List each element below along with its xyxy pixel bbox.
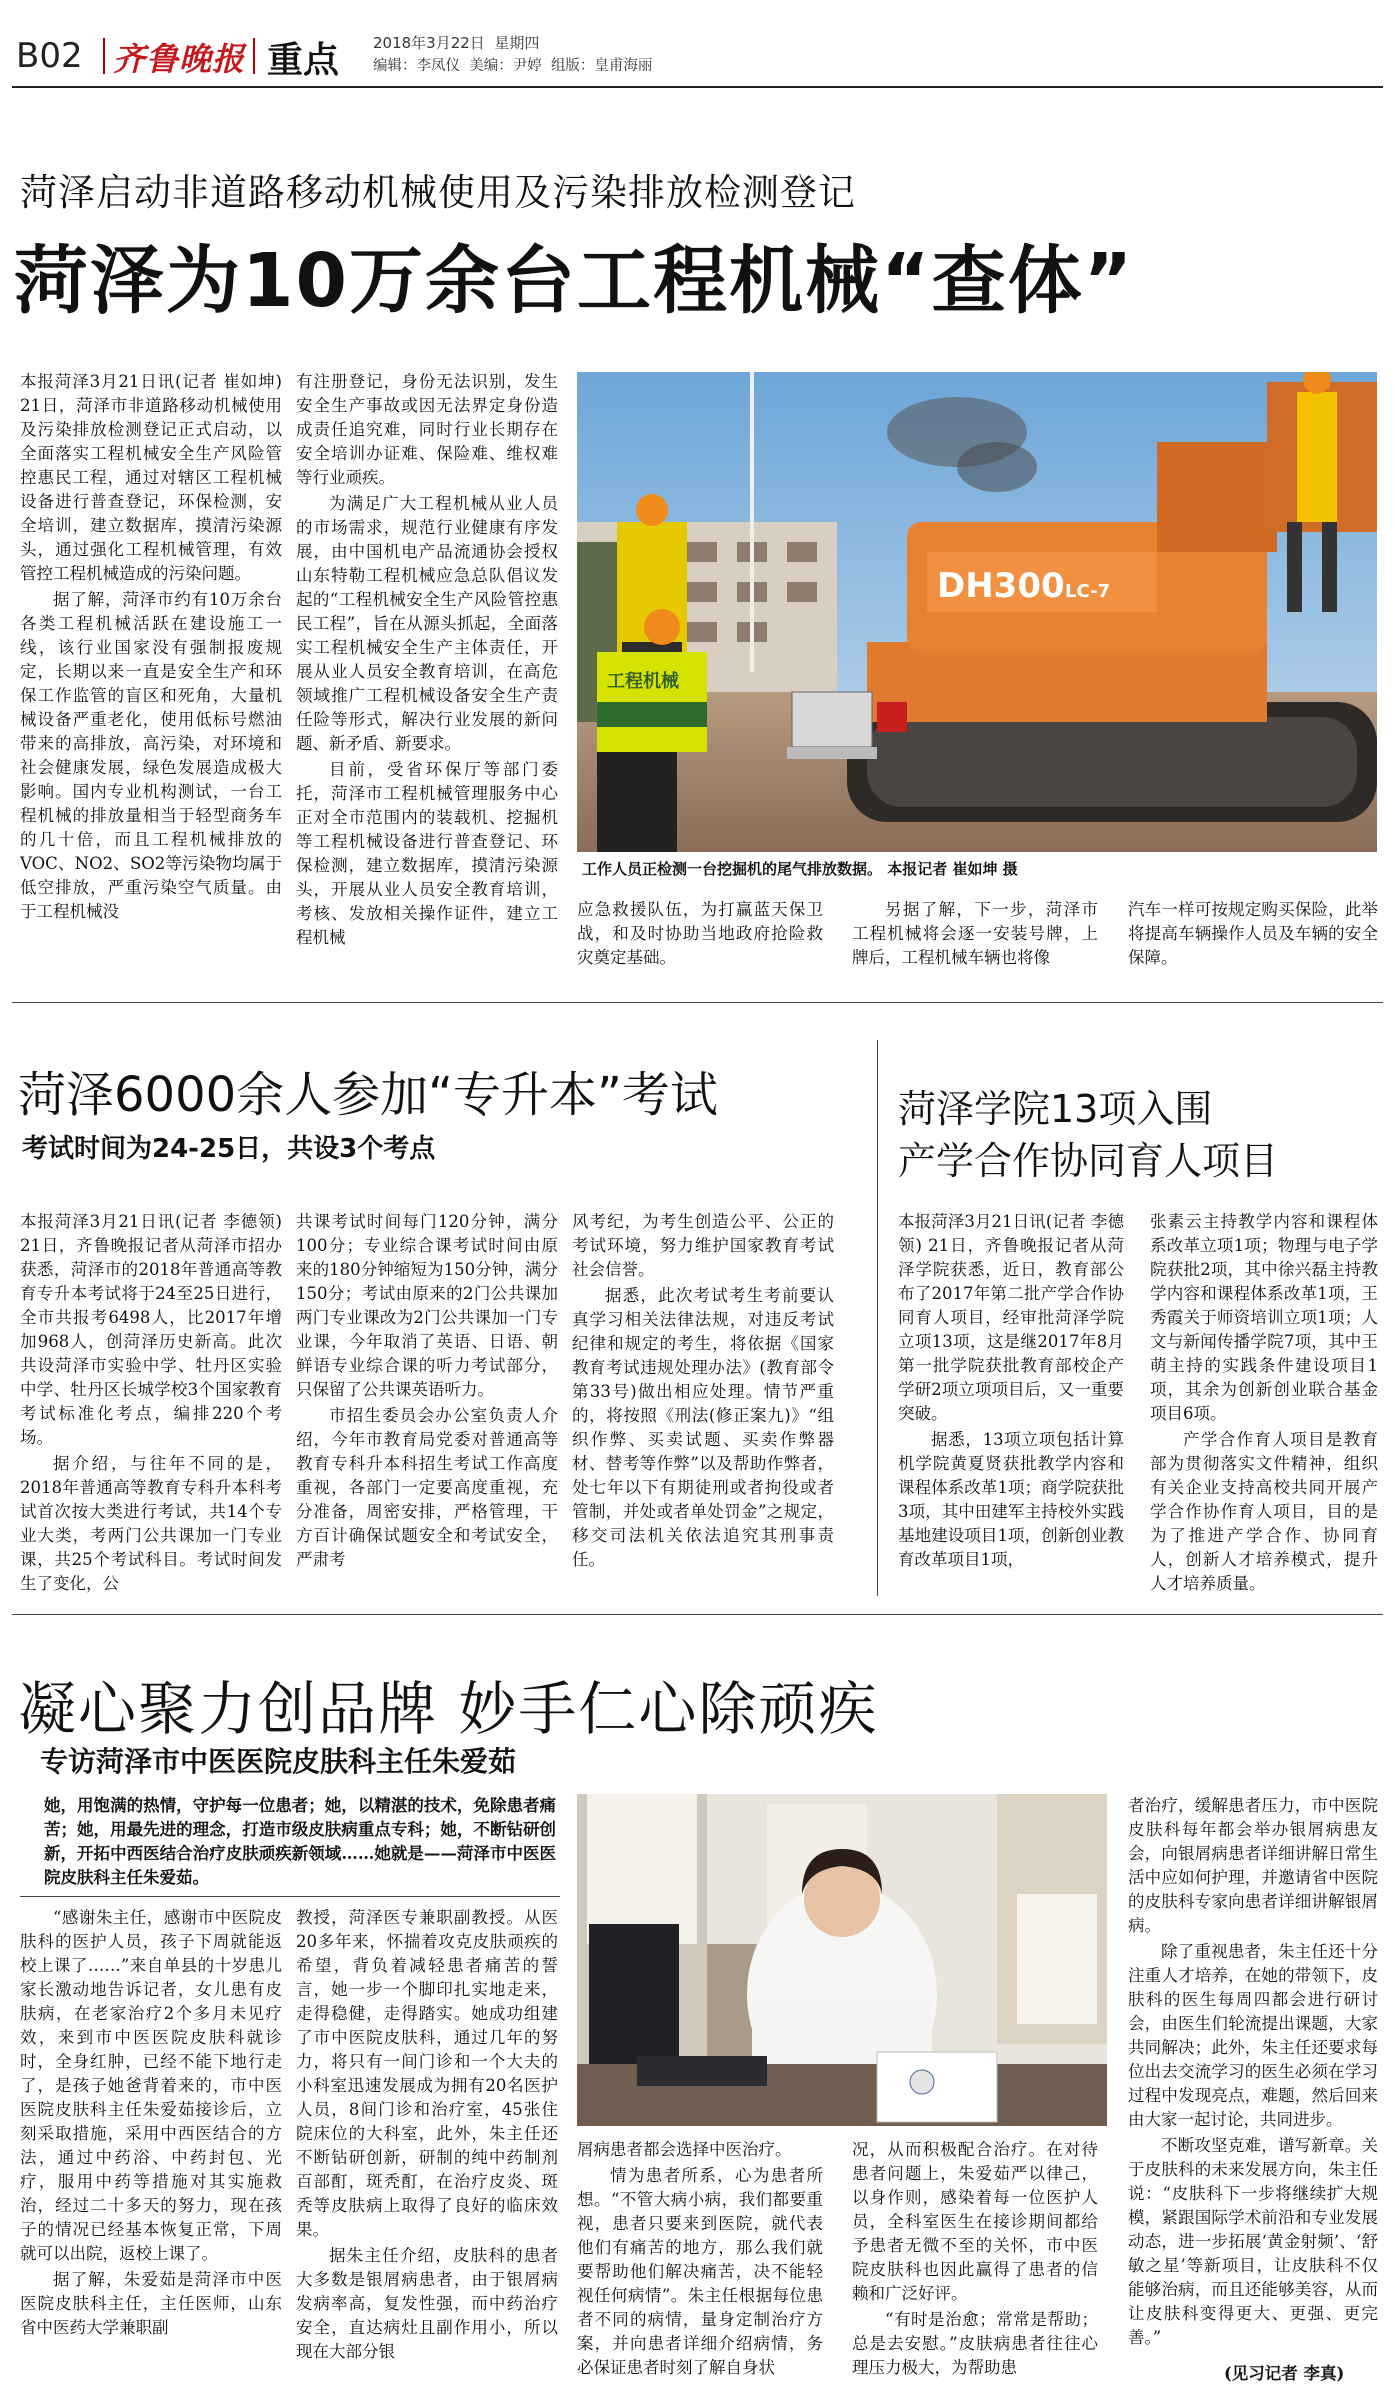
paper-logo: 齐鲁晚报: [113, 40, 246, 78]
story1-column-4-tail: [852, 898, 1098, 982]
page-number: B02: [16, 36, 83, 76]
story1-paragraph: 有注册登记，身份无法识别，发生安全生产事故或因无法界定身份造成责任追究难，同时行业长期存在安全培训办证难、保险难、维权难等行业顽疾。: [296, 372, 558, 487]
story4-headline: 凝心聚力创品牌 妙手仁心除顽疾: [18, 1675, 879, 1743]
story2-paragraph: 风考纪，为考生创造公平、公正的考试环境，努力维护国家教育考试社会信誉。: [572, 1212, 834, 1279]
story4-column-3: [577, 2138, 823, 2384]
story4-paragraph: 者治疗，缓解患者压力，市中医院皮肤科每年都会举办银屑病患友会，向银屑病患者详细讲解日常生活中应如何护理，并邀请省中医院的皮肤科专家向患者详细讲解银屑病。: [1128, 1796, 1378, 1935]
intro-rule: [20, 1896, 560, 1897]
story2-headline: 菏泽6000余人参加“专升本”考试: [18, 1067, 718, 1123]
section-rule: [12, 1002, 1383, 1003]
layout-credit: 组版：皇甫海丽: [550, 58, 653, 74]
section-rule: [12, 1614, 1383, 1615]
story2-paragraph: 据介绍，与往年不同的是，2018年普通高等教育专科升本科考试首次按大类进行考试，共14个专业大类，考两门公共课加一门专业课，共25个考试科目。考试时间发生了变化，公: [20, 1454, 282, 1593]
story4-column-5: [1128, 1794, 1378, 2354]
masthead-divider: [103, 38, 105, 74]
editor-credit: 编辑：李凤仪: [373, 58, 460, 74]
story2-paragraph: 市招生委员会办公室负责人介绍，今年市教育局党委对普通高等教育专科升本科招生考试工作高度重视，各部门一定要高度重视，充分准备，周密安排，严格管理，干方百计确保试题安全和考试安全，严肃考: [296, 1406, 558, 1569]
story3-column-2: [1150, 1210, 1378, 1596]
story2-paragraph: 共课考试时间每门120分钟，满分100分；专业综合课考试时间由原来的180分钟缩短为150分钟，满分150分；考试由原来的2门公共课加两门专业课改为2门公共课加一门专业课，今年取消了英语、日语、朝鲜语专业综合课的听力考试部分，只保留了公共课英语听力。: [296, 1212, 558, 1399]
story2-column-3: [572, 1210, 834, 1596]
doctor-photo-illustration: [577, 1794, 1107, 2126]
story4-paragraph: 据了解，朱爱茹是菏泽市中医医院皮肤科主任，主任医师，山东省中医药大学兼职副: [20, 2270, 282, 2337]
story4-column-2: [296, 1906, 558, 2384]
story1-paragraph: 据了解，菏泽市约有10万余台各类工程机械活跃在建设施工一线，该行业国家没有强制报废规定，长期以来一直是安全生产和环保工作监管的盲区和死角，大量机械设备严重老化，使用低标号燃油带来的高排放，高污染，对环境和社会健康发展，绿色发展造成极大影响。国内专业机构测试，一台工程机械的排放量相当于轻型商务车的几十倍，而且工程机械排放的VOC、NO2、SO2等污染物均属于低空排放，严重污染空气质量。由于工程机械没: [20, 590, 282, 921]
issue-date: [373, 32, 539, 53]
weekday-text: 星期四: [494, 34, 540, 52]
story1-photo: [577, 372, 1377, 852]
story1-paragraph: 目前，受省环保厅等部门委托，菏泽市工程机械管理服务中心正对全市范围内的装载机、挖掘机等工程机械设备进行普查登记、环保检测，建立数据库，摸清污染源头，开展从业人员安全教育培训，考核、发放相关操作证件，建立工程机械: [296, 760, 558, 947]
story2-column-2: [296, 1210, 558, 1596]
masthead-divider-2: [253, 38, 255, 74]
story4-column-1: [20, 1906, 282, 2384]
story1-paragraph: 本报菏泽3月21日讯(记者 崔如坤) 21日，菏泽市非道路移动机械使用及污染排放检测登记正式启动，以全面落实工程机械安全生产风险管控惠民工程，通过对辖区工程机械设备进行普查登记，环保检测，安全培训，建立数据库，摸清污染源头，通过强化工程机械管理，有效管控工程机械造成的污染问题。: [20, 372, 282, 583]
story1-photo-caption: 工作人员正检测一台挖掘机的尾气排放数据。 本报记者 崔如坤 摄: [582, 860, 1018, 878]
story1-column-3-tail: [577, 898, 823, 982]
story1-column-1: [20, 370, 282, 978]
section-name: 重点: [267, 40, 340, 81]
story2-subhead: 考试时间为24-25日，共设3个考点: [22, 1134, 436, 1164]
story4-byline: (见习记者 李真): [1224, 2364, 1345, 2383]
story4-photo: [577, 1794, 1107, 2126]
story3-paragraph: 据悉，13项立项包括计算机学院黄夏贤获批教学内容和课程体系改革1项；商学院获批3项，其中田建军主持校外实践基地建设项目1项，创新创业教育改革项目1项，: [898, 1430, 1124, 1569]
masthead-rule: [12, 86, 1383, 88]
story1-paragraph: 另据了解，下一步，菏泽市工程机械将会逐一安装号牌，上牌后，工程机械车辆也将像: [852, 900, 1098, 967]
story4-paragraph: 除了重视患者，朱主任还十分注重人才培养，在她的带领下，皮肤科的医生每周四都会进行研讨会，由医生们轮流提出课题，大家共同解决；此外，朱主任还要求每位出去交流学习的医生必须在学习过程中发现亮点，难题，然后回来由大家一起讨论，共同进步。: [1128, 1942, 1378, 2129]
story4-paragraph: 教授，菏泽医专兼职副教授。从医20多年来，怀揣着攻克皮肤顽疾的希望，背负着减轻患者痛苦的誓言，她一步一个脚印扎实地走来，走得稳健，走得踏实。她成功组建了市中医院皮肤科，通过几年的努力，将只有一间门诊和一个大夫的小科室迅速发展成为拥有20名医护人员，8间门诊和治疗室，45张住院床位的大科室，此外，朱主任还不断钻研创新，研制的纯中药制剂百部酊，斑秃酊，在治疗皮炎、斑秃等皮肤病上取得了良好的临床效果。: [296, 1908, 558, 2239]
story3-headline-line-1: 菏泽学院13项入围: [898, 1087, 1213, 1131]
story3-headline-line-2: 产学合作协同育人项目: [898, 1139, 1279, 1183]
vest-label: 工程机械: [607, 671, 679, 692]
story2-paragraph: 据悉，此次考试考生考前要认真学习相关法律法规，对违反考试纪律和规定的考生，将依据《国家教育考试违规处理办法》(教育部令第33号)做出相应处理。情节严重的，将按照《刑法(修正案九)》“组织作弊、买卖试题、买卖作弊器材、替考等作弊”以及帮助作弊者，处七年以下有期徒刑或者拘役或者管制，并处或者单处罚金”之规定，移交司法机关依法追究其刑事责任。: [572, 1286, 834, 1569]
story4-intro: [44, 1794, 556, 1892]
date-text: 2018年3月22日: [373, 34, 485, 52]
story4-subhead: 专访菏泽市中医医院皮肤科主任朱爱茹: [40, 1745, 517, 1778]
story4-paragraph: “感谢朱主任，感谢市中医院皮肤科的医护人员，孩子下周就能返校上课了……”来自单县的十岁患儿家长激动地告诉记者，女儿患有皮肤病，在老家治疗2个多月未见疗效，来到市中医医院皮肤科就诊时，全身红肿，已经不能下地行走了，是孩子她爸背着来的，市中医医院皮肤科主任朱爱茹接诊后，立刻采取措施，采用中西医结合的方法，通过中药浴、中药封包、光疗，服用中药等措施对其实施救治，经过二十多天的努力，现在孩子的情况已经基本恢复正常，下周就可以出院，返校上课了。: [20, 1908, 282, 2263]
story4-paragraph: 不断攻坚克难，谱写新章。关于皮肤科的未来发展方向，朱主任说：“皮肤科下一步将继续扩大规模，紧跟国际学术前沿和专业发展动态，进一步拓展‘黄金射频’、‘舒敏之星’等新项目，让皮肤科不仅能够治病，而且还能够美容，从而让皮肤科变得更大、更强、更完善。”: [1128, 2136, 1378, 2347]
story3-paragraph: 产学合作育人项目是教育部为贯彻落实文件精神，组织有关企业支持高校共同开展产学合作协作育人项目，目的是为了推进产学合作、协同育人，创新人才培养模式，提升人才培养质量。: [1150, 1430, 1378, 1593]
story1-headline: 菏泽为10万余台工程机械“查体”: [14, 238, 1135, 324]
story1-paragraph: 应急救援队伍，为打赢蓝天保卫战，和及时协助当地政府抢险救灾奠定基础。: [577, 900, 823, 967]
story1-column-5-tail: [1128, 898, 1378, 982]
story1-paragraph: 为满足广大工程机械从业人员的市场需求，规范行业健康有序发展，由中国机电产品流通协会授权山东特勒工程机械应急总队倡议发起的“工程机械安全生产风险管控惠民工程”，旨在从源头抓起，全面落实工程机械安全生产主体责任，开展从业人员安全教育培训，在高危领域推广工程机械设备安全生产责任险等形式，解决行业发展的新问题、新矛盾、新要求。: [296, 494, 558, 753]
machine-model-label: DH300: [937, 566, 1065, 606]
story4-paragraph: 况，从而积极配合治疗。在对待患者问题上，朱爱茹严以律己，以身作则，感染着每一位医护人员，全科室医生在接诊期间都给予患者无微不至的关怀，市中医院皮肤科也因此赢得了患者的信赖和广泛好评。: [852, 2140, 1098, 2303]
story4-paragraph: 情为患者所系，心为患者所想。“不管大病小病，我们都要重视，患者只要来到医院，就代表他们有痛苦的地方，那么我们就要帮助他们解决痛苦，决不能轻视任何病情”。朱主任根据每位患者不同的病情，量身定制治疗方案，并向患者详细介绍病情，务必保证患者时刻了解自身状: [577, 2166, 823, 2377]
story4-paragraph: “有时是治愈；常常是帮助；总是去安慰。”皮肤病患者往往心理压力极大，为帮助患: [852, 2310, 1098, 2377]
staff-credits: [373, 54, 652, 75]
story4-paragraph: 屑病患者都会选择中医治疗。: [577, 2140, 792, 2159]
story1-column-2: [296, 370, 558, 978]
story2-column-1: [20, 1210, 282, 1596]
story4-paragraph: 据朱主任介绍，皮肤科的患者大多数是银屑病患者，由于银屑病发病率高，复发性强，而中药治疗安全，直达病灶且副作用小，所以现在大部分银: [296, 2246, 558, 2361]
story4-intro-text: 她，用饱满的热情，守护每一位患者；她，以精湛的技术，免除患者痛苦；她，用最先进的理念，打造市级皮肤病重点专科；她，不断钻研创新，开拓中西医结合治疗皮肤顽疾新领域……她就是——菏泽市中医医院皮肤科主任朱爱茹。: [44, 1796, 556, 1887]
story2-paragraph: 本报菏泽3月21日讯(记者 李德领) 21日，齐鲁晚报记者从菏泽市招办获悉，菏泽市的2018年普通高等教育专升本考试将于24至25日进行，全市共报考6498人，比2017年增加968人，创菏泽历史新高。此次共设菏泽市实验中学、牡丹区实验中学、牡丹区长城学校3个国家教育考试标准化考点，编排220个考场。: [20, 1212, 282, 1447]
story1-paragraph: 汽车一样可按规定购买保险，此举将提高车辆操作人员及车辆的安全保障。: [1128, 900, 1378, 967]
story4-column-4: [852, 2138, 1098, 2384]
story1-kicker: 菏泽启动非道路移动机械使用及污染排放检测登记: [20, 171, 856, 214]
machine-model-sublabel: LC-7: [1065, 581, 1111, 602]
story3-column-1: [898, 1210, 1124, 1596]
story3-paragraph: 本报菏泽3月21日讯(记者 李德领) 21日，齐鲁晚报记者从菏泽学院获悉，近日，教育部公布了2017年第二批产学合作协同育人项目，经审批菏泽学院立项13项，这是继2017年8月第一批学院获批教育部校企产学研2项立项项目后，又一重要突破。: [898, 1212, 1124, 1423]
column-divider: [877, 1040, 878, 1596]
story3-paragraph: 张素云主持教学内容和课程体系改革立项1项；物理与电子学院获批2项，其中徐兴磊主持教学内容和课程体系改革1项，王秀霞关于师资培训立项1项；人文与新闻传播学院7项，其中王萌主持的实践条件建设项目1项，其余为创新创业联合基金项目6项。: [1150, 1212, 1378, 1423]
art-credit: 美编：尹婷: [469, 58, 542, 74]
excavator-photo-illustration: [577, 372, 1377, 852]
